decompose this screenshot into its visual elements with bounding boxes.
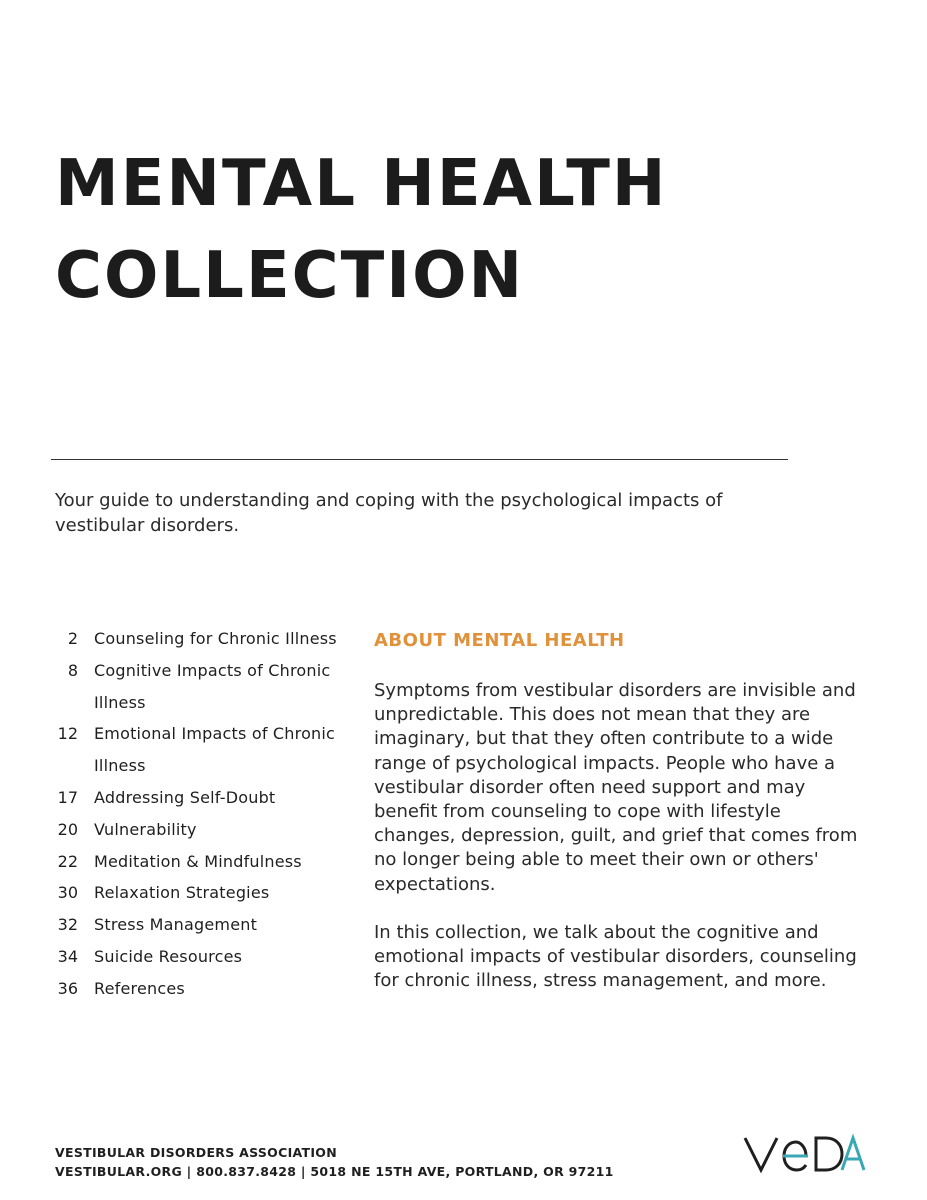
toc-label: Cognitive Impacts of Chronic Illness	[94, 660, 331, 712]
logo-letter-d	[816, 1138, 842, 1170]
page-title-line-1: MENTAL HEALTH	[55, 147, 668, 221]
toc-item[interactable]	[50, 909, 350, 941]
footer-org-name: VESTIBULAR DISORDERS ASSOCIATION	[55, 1145, 337, 1160]
veda-logo-icon	[742, 1128, 866, 1178]
toc-label: Relaxation Strategies	[94, 883, 270, 903]
toc-item[interactable]	[50, 973, 350, 1005]
toc-item[interactable]	[50, 718, 350, 782]
toc-item[interactable]	[50, 623, 350, 655]
toc-page-number: 12	[57, 724, 78, 744]
toc-label: Emotional Impacts of Chronic Illness	[94, 724, 336, 776]
toc-page-number: 17	[57, 787, 78, 807]
toc-label: Stress Management	[94, 915, 258, 935]
page-subtitle: Your guide to understanding and coping with the psychological impacts of vestibular disorders.	[55, 490, 723, 536]
about-body	[374, 679, 864, 1017]
about-heading: ABOUT MENTAL HEALTH	[374, 630, 625, 651]
toc-page-number: 36	[57, 978, 78, 998]
toc-item[interactable]	[50, 941, 350, 973]
toc-item[interactable]	[50, 655, 350, 719]
toc-item[interactable]	[50, 782, 350, 814]
logo-letter-v	[745, 1138, 777, 1170]
toc-label: Addressing Self-Doubt	[94, 787, 276, 807]
toc-label: Vulnerability	[94, 819, 197, 839]
about-paragraph-1: Symptoms from vestibular disorders are invisible and unpredictable. This does not mean that they are imaginary, but that they often contribute to a wide range of psychological impacts. People who have a vestibular disorder often need support and may benefit from counseling to cope with lifestyle changes, depression, guilt, and grief that comes from no longer being able to meet their own or others' expectations.	[374, 680, 858, 895]
title-divider	[51, 459, 788, 460]
toc-page-number: 8	[67, 660, 78, 680]
toc-page-number: 32	[57, 915, 78, 935]
about-paragraph-2: In this collection, we talk about the cognitive and emotional impacts of vestibular disorders, counseling for chronic illness, stress management, and more.	[374, 921, 857, 992]
footer	[55, 1143, 614, 1181]
toc-page-number: 2	[67, 629, 78, 648]
toc-page-number: 30	[57, 883, 78, 903]
toc-item[interactable]	[50, 814, 350, 846]
footer-contact: VESTIBULAR.ORG | 800.837.8428 | 5018 NE 15TH AVE, PORTLAND, OR 97211	[55, 1164, 614, 1179]
page-title	[55, 138, 667, 322]
toc-label: Counseling for Chronic Illness	[94, 629, 337, 648]
toc-item[interactable]	[50, 877, 350, 909]
toc-page-number: 34	[57, 946, 78, 966]
toc-page-number: 20	[57, 819, 78, 839]
toc-label: Suicide Resources	[94, 946, 243, 966]
toc-item[interactable]	[50, 846, 350, 878]
toc-page-number: 22	[57, 851, 78, 871]
toc-label: References	[94, 978, 185, 998]
toc-label: Meditation & Mindfulness	[94, 851, 302, 871]
logo-letter-a	[842, 1138, 864, 1170]
page-title-line-2: COLLECTION	[55, 239, 525, 313]
table-of-contents	[50, 623, 350, 1005]
